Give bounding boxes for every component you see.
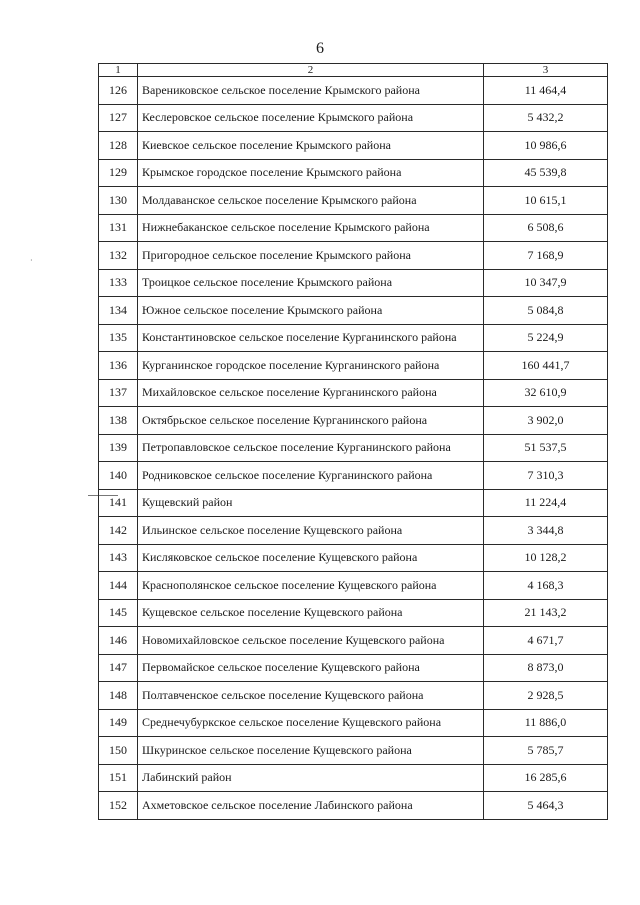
table-row xyxy=(99,104,608,132)
row-name-cell: Варениковское сельское поселение Крымского района xyxy=(138,77,484,105)
row-number-cell: 131 xyxy=(99,214,138,242)
row-name-cell: Нижнебаканское сельское поселение Крымского района xyxy=(138,214,484,242)
row-value-cell: 160 441,7 xyxy=(484,352,608,380)
table-row xyxy=(99,269,608,297)
row-value-cell: 10 347,9 xyxy=(484,269,608,297)
table-row xyxy=(99,792,608,820)
row-number-cell: 133 xyxy=(99,269,138,297)
header-col-name: 2 xyxy=(138,64,484,77)
row-name-cell: Среднечубуркское сельское поселение Кущевского района xyxy=(138,709,484,737)
row-value-cell: 10 615,1 xyxy=(484,187,608,215)
row-number-cell: 150 xyxy=(99,737,138,765)
row-value-cell: 3 902,0 xyxy=(484,407,608,435)
table-row xyxy=(99,462,608,490)
table-row xyxy=(99,682,608,710)
table-row xyxy=(99,709,608,737)
row-value-cell: 3 344,8 xyxy=(484,517,608,545)
row-value-cell: 7 168,9 xyxy=(484,242,608,270)
row-number-cell: 145 xyxy=(99,599,138,627)
row-name-cell: Лабинский район xyxy=(138,764,484,792)
row-name-cell: Родниковское сельское поселение Курганинского района xyxy=(138,462,484,490)
row-name-cell: Шкуринское сельское поселение Кущевского района xyxy=(138,737,484,765)
row-value-cell: 6 508,6 xyxy=(484,214,608,242)
row-name-cell: Новомихайловское сельское поселение Кущевского района xyxy=(138,627,484,655)
row-number-cell: 146 xyxy=(99,627,138,655)
row-number-cell: 141 xyxy=(99,489,138,517)
row-number-cell: 135 xyxy=(99,324,138,352)
row-number-cell: 138 xyxy=(99,407,138,435)
table-row xyxy=(99,379,608,407)
page-number: 6 xyxy=(316,40,324,57)
margin-mark: · xyxy=(30,256,33,265)
table-row xyxy=(99,187,608,215)
table-row xyxy=(99,324,608,352)
table-row xyxy=(99,434,608,462)
row-name-cell: Крымское городское поселение Крымского района xyxy=(138,159,484,187)
row-value-cell: 4 168,3 xyxy=(484,572,608,600)
row-number-cell: 139 xyxy=(99,434,138,462)
header-col-value: 3 xyxy=(484,64,608,77)
table-row xyxy=(99,159,608,187)
row-name-cell: Киевское сельское поселение Крымского района xyxy=(138,132,484,160)
row-number-cell: 152 xyxy=(99,792,138,820)
table-row xyxy=(99,77,608,105)
row-name-cell: Октябрьское сельское поселение Курганинского района xyxy=(138,407,484,435)
row-value-cell: 5 084,8 xyxy=(484,297,608,325)
row-name-cell: Первомайское сельское поселение Кущевского района xyxy=(138,654,484,682)
row-value-cell: 5 464,3 xyxy=(484,792,608,820)
table-row xyxy=(99,764,608,792)
row-number-cell: 142 xyxy=(99,517,138,545)
row-value-cell: 8 873,0 xyxy=(484,654,608,682)
row-number-cell: 148 xyxy=(99,682,138,710)
table-row xyxy=(99,544,608,572)
table-row xyxy=(99,599,608,627)
row-name-cell: Константиновское сельское поселение Курганинского района xyxy=(138,324,484,352)
row-value-cell: 10 128,2 xyxy=(484,544,608,572)
row-name-cell: Курганинское городское поселение Курганинского района xyxy=(138,352,484,380)
row-name-cell: Южное сельское поселение Крымского района xyxy=(138,297,484,325)
row-value-cell: 11 464,4 xyxy=(484,77,608,105)
row-number-cell: 129 xyxy=(99,159,138,187)
row-number-cell: 151 xyxy=(99,764,138,792)
row-value-cell: 32 610,9 xyxy=(484,379,608,407)
row-value-cell: 4 671,7 xyxy=(484,627,608,655)
row-value-cell: 7 310,3 xyxy=(484,462,608,490)
row-name-cell: Кеслеровское сельское поселение Крымского района xyxy=(138,104,484,132)
row-number-cell: 126 xyxy=(99,77,138,105)
data-table xyxy=(98,63,608,820)
table-row xyxy=(99,627,608,655)
row-value-cell: 21 143,2 xyxy=(484,599,608,627)
table-row xyxy=(99,352,608,380)
table-row xyxy=(99,132,608,160)
table-row xyxy=(99,407,608,435)
table-row xyxy=(99,517,608,545)
row-name-cell: Ахметовское сельское поселение Лабинского района xyxy=(138,792,484,820)
row-name-cell: Молдаванское сельское поселение Крымского района xyxy=(138,187,484,215)
row-name-cell: Петропавловское сельское поселение Курганинского района xyxy=(138,434,484,462)
table-row xyxy=(99,737,608,765)
row-value-cell: 16 285,6 xyxy=(484,764,608,792)
row-name-cell: Кущевский район xyxy=(138,489,484,517)
table-row xyxy=(99,242,608,270)
row-name-cell: Полтавченское сельское поселение Кущевского района xyxy=(138,682,484,710)
row-number-cell: 144 xyxy=(99,572,138,600)
table-row xyxy=(99,654,608,682)
row-value-cell: 5 432,2 xyxy=(484,104,608,132)
row-number-cell: 134 xyxy=(99,297,138,325)
row-name-cell: Кисляковское сельское поселение Кущевского района xyxy=(138,544,484,572)
row-number-cell: 137 xyxy=(99,379,138,407)
row-name-cell: Ильинское сельское поселение Кущевского района xyxy=(138,517,484,545)
table-row xyxy=(99,489,608,517)
row-value-cell: 11 886,0 xyxy=(484,709,608,737)
row-name-cell: Михайловское сельское поселение Курганинского района xyxy=(138,379,484,407)
row-number-cell: 140 xyxy=(99,462,138,490)
table-header-row xyxy=(99,64,608,77)
row-number-cell: 132 xyxy=(99,242,138,270)
row-number-cell: 143 xyxy=(99,544,138,572)
row-value-cell: 5 785,7 xyxy=(484,737,608,765)
row-name-cell: Троицкое сельское поселение Крымского района xyxy=(138,269,484,297)
row-value-cell: 5 224,9 xyxy=(484,324,608,352)
row-number-cell: 136 xyxy=(99,352,138,380)
row-number-cell: 149 xyxy=(99,709,138,737)
row-name-cell: Пригородное сельское поселение Крымского района xyxy=(138,242,484,270)
row-number-cell: 147 xyxy=(99,654,138,682)
row-number-cell: 130 xyxy=(99,187,138,215)
table-body xyxy=(99,64,608,820)
row-value-cell: 10 986,6 xyxy=(484,132,608,160)
table-row xyxy=(99,572,608,600)
row-value-cell: 51 537,5 xyxy=(484,434,608,462)
row-value-cell: 45 539,8 xyxy=(484,159,608,187)
table-row xyxy=(99,214,608,242)
row-name-cell: Кущевское сельское поселение Кущевского района xyxy=(138,599,484,627)
row-name-cell: Краснополянское сельское поселение Кущевского района xyxy=(138,572,484,600)
header-col-number: 1 xyxy=(99,64,138,77)
row-value-cell: 11 224,4 xyxy=(484,489,608,517)
table-row xyxy=(99,297,608,325)
row-value-cell: 2 928,5 xyxy=(484,682,608,710)
row-number-cell: 127 xyxy=(99,104,138,132)
row-number-cell: 128 xyxy=(99,132,138,160)
